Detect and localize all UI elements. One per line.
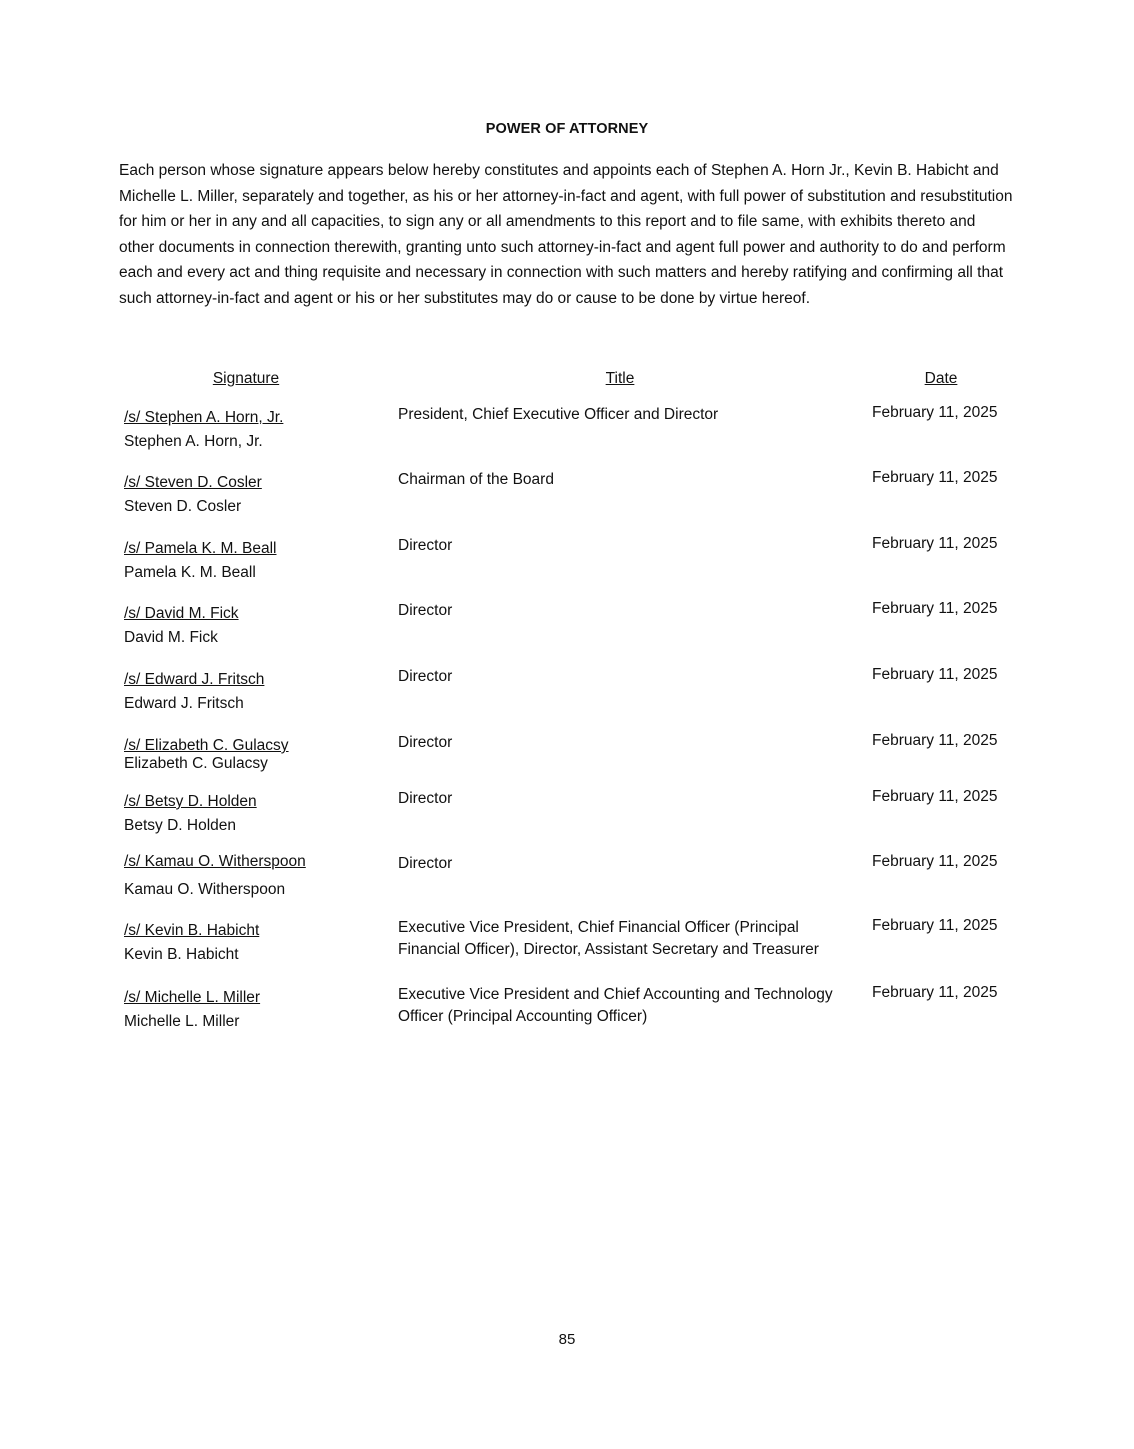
column-header-signature: Signature	[212, 370, 280, 387]
signature-line: /s/ Edward J. Fritsch	[124, 671, 265, 688]
signatory-name: Michelle L. Miller	[124, 1013, 240, 1030]
signatory-date: February 11, 2025	[872, 666, 998, 683]
signature-block	[124, 989, 260, 1031]
signature-line: /s/ Kevin B. Habicht	[124, 922, 260, 939]
signature-block	[124, 737, 289, 773]
signatory-name: Edward J. Fritsch	[124, 695, 244, 712]
signatory-name: Kevin B. Habicht	[124, 946, 239, 963]
signature-block	[124, 793, 257, 835]
signatory-title: Director	[398, 734, 453, 751]
signature-block	[124, 605, 239, 647]
signature-line: /s/ David M. Fick	[124, 605, 239, 622]
signatory-date: February 11, 2025	[872, 732, 998, 749]
signature-line: /s/ Stephen A. Horn, Jr.	[124, 409, 284, 426]
column-header-date: Date	[924, 370, 958, 387]
signature-line: /s/ Elizabeth C. Gulacsy	[124, 737, 289, 754]
signatory-title: Chairman of the Board	[398, 471, 554, 488]
document-heading: POWER OF ATTORNEY	[485, 121, 649, 137]
signature-block	[124, 922, 259, 964]
signature-block	[124, 671, 264, 713]
signatory-date: February 11, 2025	[872, 535, 998, 552]
signatory-date: February 11, 2025	[872, 917, 998, 934]
signature-line: /s/ Betsy D. Holden	[124, 793, 257, 810]
signatory-date: February 11, 2025	[872, 984, 998, 1001]
signatory-title: Director	[398, 668, 453, 685]
signatory-title: Director	[398, 855, 453, 872]
signature-block	[124, 853, 306, 899]
signatory-title: Director	[398, 790, 453, 807]
signatory-title: Director	[398, 537, 453, 554]
signatory-title: Director	[398, 602, 453, 619]
signature-block	[124, 409, 283, 451]
signatory-name: Pamela K. M. Beall	[124, 564, 256, 581]
signatory-date: February 11, 2025	[872, 853, 998, 870]
page-number: 85	[558, 1331, 576, 1348]
signatory-date: February 11, 2025	[872, 600, 998, 617]
signatory-name: Elizabeth C. Gulacsy	[124, 755, 268, 772]
signatory-date: February 11, 2025	[872, 469, 998, 486]
column-header-title: Title	[605, 370, 635, 387]
signatory-date: February 11, 2025	[872, 404, 998, 421]
signatory-name: Steven D. Cosler	[124, 498, 242, 515]
signature-block	[124, 540, 276, 582]
signature-block	[124, 474, 262, 516]
signatory-date: February 11, 2025	[872, 788, 998, 805]
intro-paragraph: Each person whose signature appears below hereby constitutes and appoints each of Stephen A. Horn Jr., Kevin B. Habicht and Michelle L. Miller, separately and together, as his or her attorney-in-fact and agent, with full power of substitution and resubstitution for him or her in any and all capacities, to sign any or all amendments to this report and to file same, with exhibits thereto and other documents in connection therewith, granting unto such attorney-in-fact and agent full power and authority to do and perform each and every act and thing requisite and necessary in connection with such matters and hereby ratifying and confirming all that such attorney-in-fact and agent or his or her substitutes may do or cause to be done by virtue hereof.	[119, 162, 1013, 307]
signature-line: /s/ Pamela K. M. Beall	[124, 540, 277, 557]
signature-line: /s/ Michelle L. Miller	[124, 989, 261, 1006]
signature-line: /s/ Kamau O. Witherspoon	[124, 853, 306, 870]
signatory-name: Betsy D. Holden	[124, 817, 236, 834]
signatory-name: David M. Fick	[124, 629, 218, 646]
signatory-name: Stephen A. Horn, Jr.	[124, 433, 263, 450]
signatory-title: Executive Vice President, Chief Financial Officer (Principal Financial Officer), Director, Assistant Secretary and Treasurer	[398, 919, 819, 958]
signature-line: /s/ Steven D. Cosler	[124, 474, 262, 491]
signatory-title: Executive Vice President and Chief Accounting and Technology Officer (Principal Accounting Officer)	[398, 986, 833, 1025]
signatory-title: President, Chief Executive Officer and Director	[398, 406, 719, 423]
signatory-name: Kamau O. Witherspoon	[124, 881, 286, 898]
